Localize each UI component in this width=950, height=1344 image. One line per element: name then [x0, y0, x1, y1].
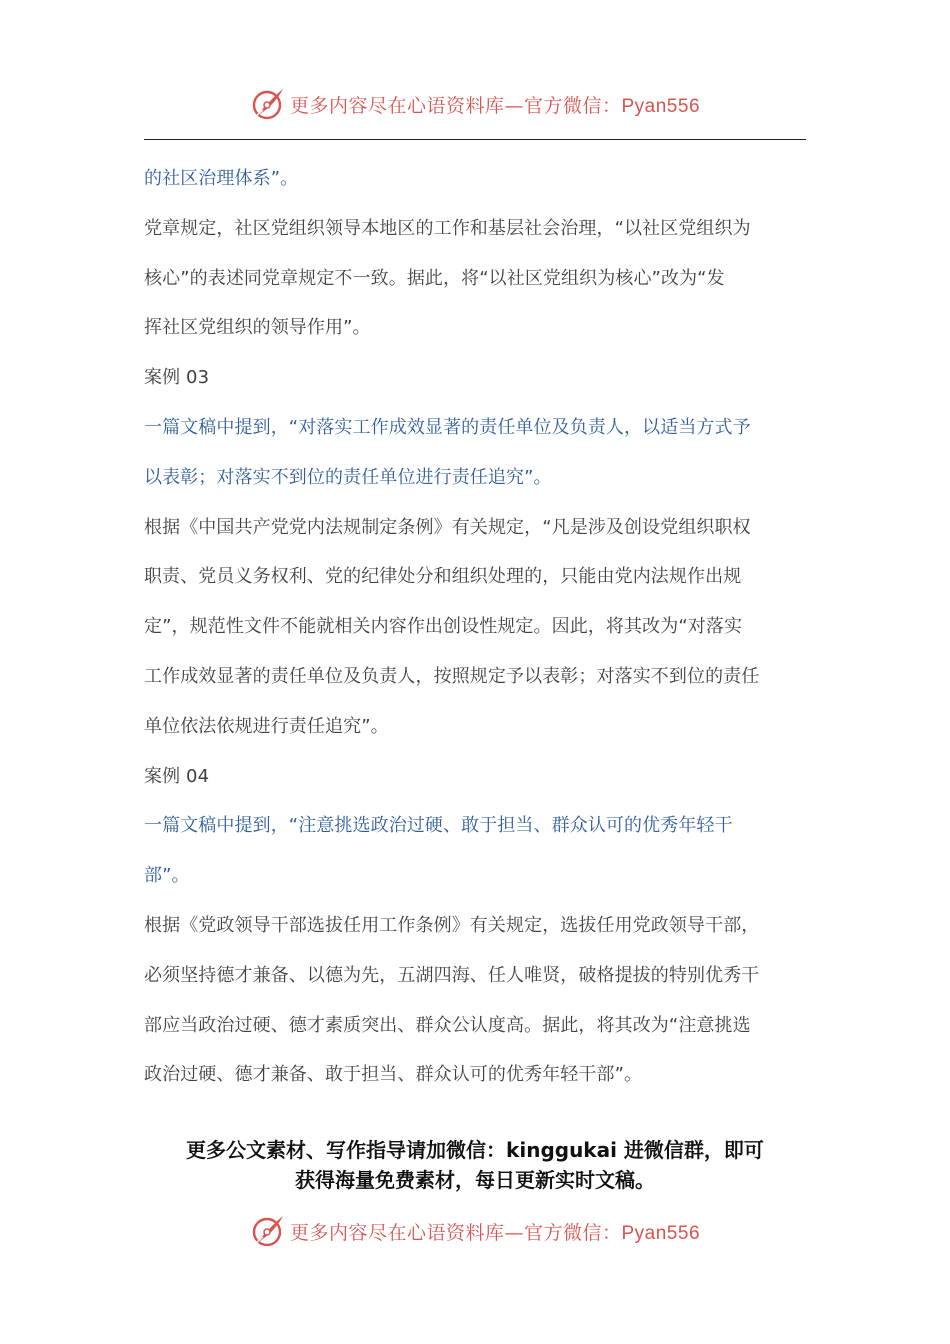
body-line: 职责、党员义务权利、党的纪律处分和组织处理的，只能由党内法规作出规: [144, 566, 742, 588]
body-line: 核心”的表述同党章规定不一致。据此，将“以社区党组织为核心”改为“发: [144, 267, 725, 289]
body-line: 部应当政治过硬、德才素质突出、群众公认度高。据此，将其改为“注意挑选: [144, 1014, 751, 1036]
body-line: 工作成效显著的责任单位及负责人，按照规定予以表彰；对落实不到位的责任: [144, 665, 760, 687]
body-line: 部”。: [144, 865, 190, 887]
body-line: 党章规定，社区党组织领导本地区的工作和基层社会治理，“以社区党组织为: [144, 217, 751, 239]
banner-wechat-id: Pyan556: [621, 95, 701, 117]
body-line: 挥社区党组织的领导作用”。: [144, 317, 371, 339]
banner-wechat-id: Pyan556: [621, 1222, 701, 1244]
body-line: 必须坚持德才兼备、以德为先，五湖四海、任人唯贤，破格提拔的特别优秀干: [144, 964, 760, 986]
body-line: 定”，规范性文件不能就相关内容作出创设性规定。因此，将其改为“对落实: [144, 616, 743, 638]
body-line: 案例 04: [144, 765, 210, 787]
header-divider: [144, 139, 806, 140]
body-line: 一篇文稿中提到，“注意挑选政治过硬、敢于担当、群众认可的优秀年轻干: [144, 815, 733, 837]
document-body: [144, 154, 806, 1100]
quill-logo-icon: [250, 1213, 286, 1249]
footer-promo-line-2: 获得海量免费素材，每日更新实时文稿。: [295, 1168, 655, 1192]
quill-logo-icon: [250, 86, 286, 122]
footer-promo-line-1: 更多公文素材、写作指导请加微信：kinggukai 进微信群，即可: [186, 1138, 764, 1162]
body-line: 单位依法依规进行责任追究”。: [144, 715, 389, 737]
body-line: 案例 03: [144, 367, 210, 389]
body-line: 根据《中国共产党党内法规制定条例》有关规定，“凡是涉及创设党组织职权: [144, 516, 751, 538]
body-line: 根据《党政领导干部选拔任用工作条例》有关规定，选拔任用党政领导干部，: [144, 914, 760, 936]
footer-promo: [144, 1135, 806, 1195]
body-line: 以表彰；对落实不到位的责任单位进行责任追究”。: [144, 466, 552, 488]
body-line: 一篇文稿中提到，“对落实工作成效显著的责任单位及负责人，以适当方式予: [144, 416, 751, 438]
body-line: 政治过硬、德才兼备、敢于担当、群众认可的优秀年轻干部”。: [144, 1064, 643, 1086]
body-line: 的社区治理体系”。: [144, 168, 299, 189]
banner-text: 更多内容尽在心语资料库—官方微信：Pyan556: [289, 1221, 701, 1244]
header-banner: [0, 84, 950, 124]
banner-text: 更多内容尽在心语资料库—官方微信：Pyan556: [289, 94, 701, 117]
footer-banner: [0, 1211, 950, 1251]
